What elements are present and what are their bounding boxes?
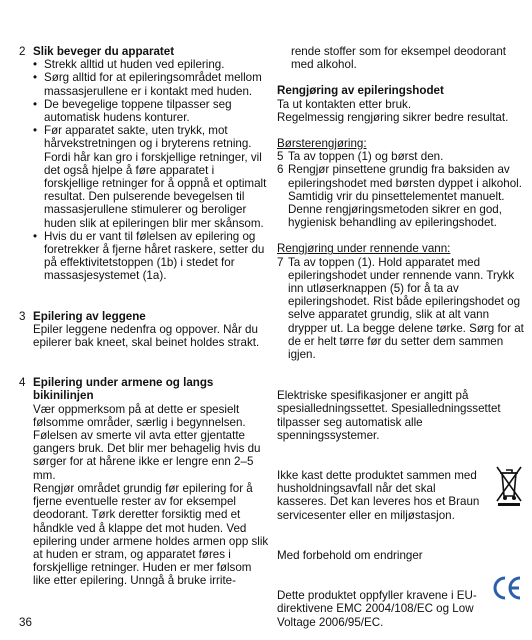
subheading: Børsterengjøring:: [277, 137, 367, 151]
paragraph: Regelmessig rengjøring sikrer bedre resultat.: [277, 110, 509, 124]
list-item: [277, 150, 525, 163]
crossed-bin-icon: [494, 463, 524, 507]
list-item: [277, 256, 525, 362]
step-text: Ta av toppen (1). Hold apparatet med epileringshodet under rennende vann. Trykk inn utløserknappen (5) for å ta av epileringshodet. Rist både epileringshodet og selve apparatet grundig, slik at alt vann drypper ut. La begge delene tørke. Sørg for at de er helt tørre før du setter dem sammen igjen.: [288, 255, 524, 362]
step-number: 7: [277, 255, 284, 269]
subheading: Rengjøring under rennende vann:: [277, 242, 451, 256]
bullet-list: [33, 58, 272, 282]
page-number: 36: [19, 616, 32, 629]
section-number: 2: [19, 45, 26, 58]
ce-mark-icon: [492, 575, 524, 601]
section-3: [19, 310, 272, 350]
list-item: • Sørg alltid for at epileringsområdet mellom massasjerullene er i kontakt med huden.: [33, 71, 272, 97]
list-item: • Før apparatet sakte, uten trykk, mot hårvekstretningen og i bryterens retning. Fordi hår kan gro i forskjellige retninger, vil det også hjelpe å føre apparatet i forskjellige retninger for å oppnå et optimalt resultat. Den pulserende bevegelsen til massasjerullene stimulerer og beroliger huden slik at epileringen blir mer skånsom.: [33, 124, 272, 230]
step-number: 5: [277, 150, 284, 164]
list-item: • Hvis du er vant til følelsen av epilering og foretrekker å fjerne håret raskere, setter du på effektivitetstoppen (1b) i stedet for massasjesystemet (1a).: [33, 230, 272, 283]
section-title: Slik beveger du apparatet: [33, 45, 175, 58]
paragraph: Rengjør området grundig før epilering for å fjerne eventuelle rester av for eksempel deodorant. Tørk deretter forsiktig med et håndkle ved å klappe det mot huden. Ved epilering under armene holdes armen opp slik at huden er stram, og apparatet føres i forskjellige retninger. Huden er mer følsom like etter epilering. Unngå å bruke irrite-: [33, 481, 269, 588]
section-title: Rengjøring av epileringshodet: [277, 84, 444, 98]
step-number: 6: [277, 163, 284, 177]
section-number: 4: [19, 376, 26, 390]
reservation-note: Med forbehold om endringer: [277, 548, 423, 562]
list-item: • Strekk alltid ut huden ved epilering.: [33, 58, 272, 71]
paragraph: Epiler leggene nedenfra og oppover. Når du epilerer bak kneet, skal beinet holdes strakt.: [33, 322, 260, 350]
paragraph: Vær oppmerksom på at dette er spesielt følsomme områder, særlig i begynnelsen. Følelsen av smerte vil avta etter gjentatte gangers bruk. Det blir mer behagelig hvis du sørger for at hårene ikke er lengre enn 2–5 mm.: [33, 402, 261, 482]
cleaning-section: [277, 84, 525, 361]
electrical-specs: Elektriske spesifikasjoner er angitt på spesialledningssettet. Spesialledningssettet tilpasser seg automatisk alle spenningssystemer.: [277, 389, 501, 442]
step-text: Rengjør pinsettene grundig fra baksiden av epileringshodet med børsten dyppet i alkohol. Samtidig vrir du pinsettelementet manuelt. Denne rengjøringsmetoden sikrer en god, hygienisk behandling av epileringshodet.: [288, 163, 522, 230]
section-title: Epilering under armene og langs bikinilinjen: [33, 376, 214, 403]
right-column: [277, 45, 525, 629]
paragraph: Ta ut kontakten etter bruk.: [277, 97, 412, 111]
disposal-note: Ikke kast dette produktet sammen med husholdningsavfall når det skal kasseres. Det kan leveres hos et Braun servicesenter eller en miljøstasjon.: [277, 469, 480, 522]
section-4: [19, 376, 272, 587]
section-number: 3: [19, 309, 26, 323]
list-item: [277, 163, 525, 229]
left-column: [19, 45, 272, 588]
list-item: • De bevegelige toppene tilpasser seg automatisk hudens konturer.: [33, 98, 272, 124]
section-title: Epilering av leggene: [33, 309, 146, 323]
conformity-note: Dette produktet oppfyller kravene i EU-direktivene EMC 2004/108/EC og Low Voltage 2006/95/EC.: [277, 589, 477, 629]
step-text: Ta av toppen (1) og børst den.: [288, 150, 444, 164]
paragraph-continuation: rende stoffer som for eksempel deodorant med alkohol.: [291, 45, 507, 72]
section-2: [19, 45, 272, 283]
